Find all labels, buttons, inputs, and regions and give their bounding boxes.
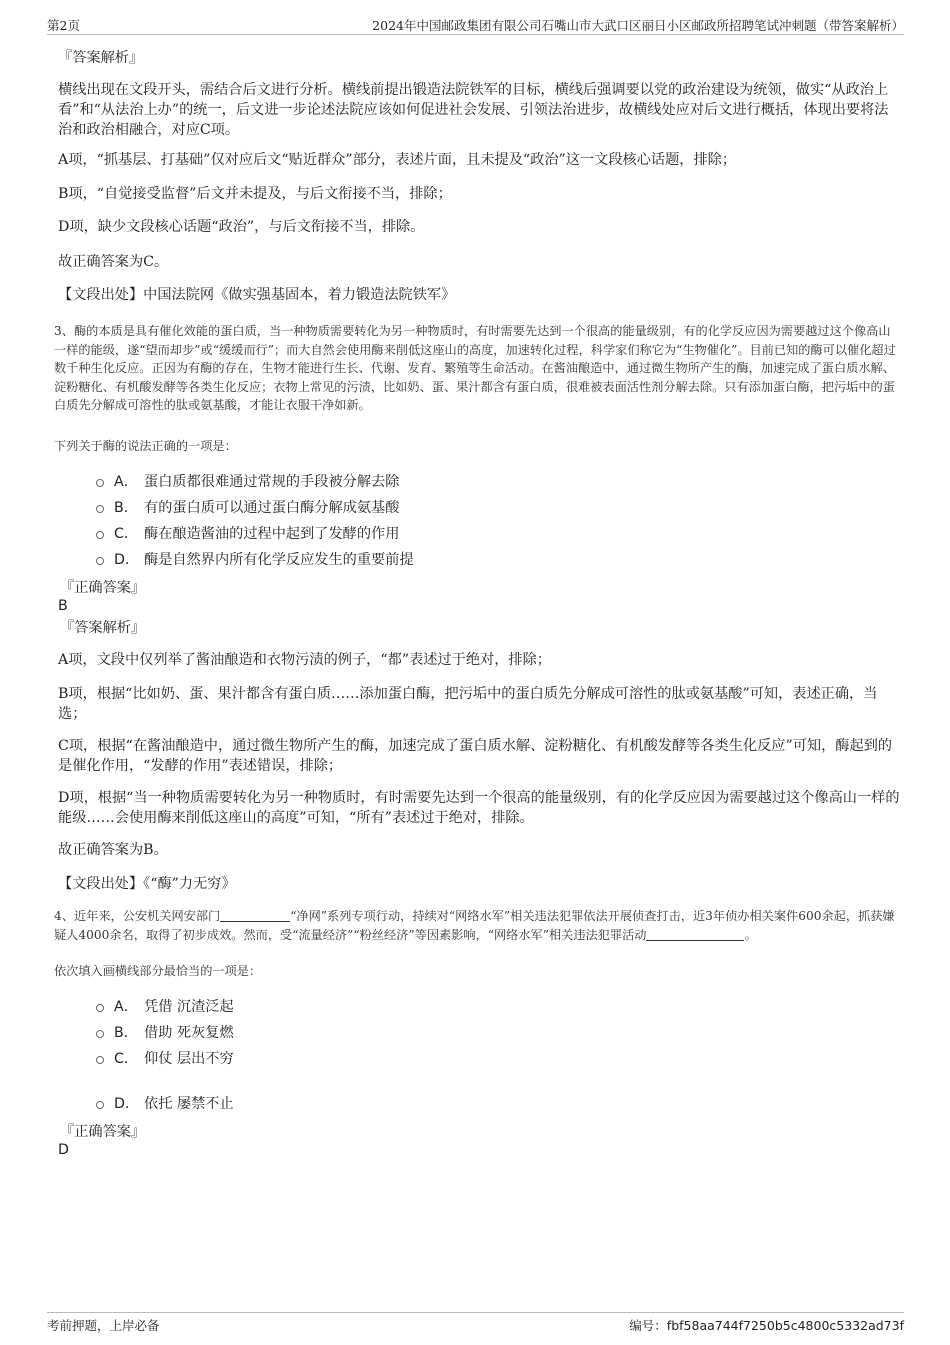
analysis-option-a: A项，“抓基层、打基础”仅对应后文“贴近群众”部分，表述片面，且未提及“政治”这一文段核心话题，排除； [58, 152, 737, 168]
question-3-option-c[interactable]: C． 酶在酿造酱油的过程中起到了发酵的作用 [96, 524, 399, 544]
radio-icon[interactable] [96, 1056, 104, 1064]
question-3-option-b[interactable]: B． 有的蛋白质可以通过蛋白酶分解成氨基酸 [96, 498, 399, 518]
fill-blank-1[interactable] [220, 909, 290, 922]
radio-icon[interactable] [96, 557, 104, 565]
page-header [47, 14, 904, 35]
source-citation: 【文段出处】《“酶”力无穷》 [58, 876, 236, 892]
radio-icon[interactable] [96, 1004, 104, 1012]
question-4-option-c[interactable]: C． 仰仗 层出不穷 [96, 1049, 234, 1069]
document-code: 编号：fbf58aa744f7250b5c4800c5332ad73f [629, 1318, 904, 1333]
correct-answer-label: 『正确答案』 [60, 580, 146, 596]
question-4-prompt: 依次填入画横线部分最恰当的一项是： [54, 964, 262, 978]
question-4-passage: 4、近年来，公安机关网安部门 “净网”系列专项行动，持续对“网络水军”相关违法犯罪依法开展侦查打击，近3年侦办相关案件600余起，抓获嫌疑人4000余名，取得了初步成效。然而，受“流量经济”“粉丝经济”等因素影响，“网络水军”相关违法犯罪活动 。 [54, 909, 895, 942]
footer-slogan: 考前押题，上岸必备 [47, 1318, 160, 1333]
analysis-option-a: A项，文段中仅列举了酱油酿造和衣物污渍的例子，“都”表述过于绝对，排除； [58, 652, 551, 668]
analysis-option-c: C项，根据“在酱油酿造中，通过微生物所产生的酶，加速完成了蛋白质水解、淀粉糖化、有机酸发酵等各类生化反应”可知，酶起到的是催化作用，“发酵的作用”表述错误，排除； [58, 738, 893, 774]
page-footer [47, 1312, 904, 1335]
source-citation: 【文段出处】中国法院网《做实强基固本，着力锻造法院铁军》 [58, 287, 456, 303]
question-3-passage: 3、酶的本质是具有催化效能的蛋白质，当一种物质需要转化为另一种物质时，有时需要先达到一个很高的能量级别，有的化学反应因为需要越过这个像高山一样的能级，遂“望而却步”或“缓缓而行”；而大自然会使用酶来削低这座山的高度，加速转化过程，科学家们称它为“生物催化”。目前已知的酶可以催化超过数千种生化反应。正因为有酶的存在，生物才能进行生长、代谢、发育、繁殖等生命活动。在酱油酿造中，通过微生物所产生的酶，加速完成了蛋白质水解、淀粉糖化、有机酸发酵等各类生化反应；衣物上常见的污渍，比如奶、蛋、果汁都含有蛋白质，很难被表面活性剂分解去除。只有添加蛋白酶，把污垢中的蛋白质先分解成可溶性的肽或氨基酸，才能让衣服干净如新。 [54, 324, 896, 412]
correct-answer: B [58, 598, 68, 614]
fill-blank-2[interactable] [646, 928, 744, 941]
question-3-prompt: 下列关于酶的说法正确的一项是： [54, 439, 237, 453]
correct-answer: D [58, 1142, 69, 1158]
question-3-option-d[interactable]: D． 酶是自然界内所有化学反应发生的重要前提 [96, 550, 414, 570]
conclusion: 故正确答案为B。 [58, 842, 168, 858]
analysis-option-b: B项，根据“比如奶、蛋、果汁都含有蛋白质……添加蛋白酶，把污垢中的蛋白质先分解成可溶性的肽或氨基酸”可知，表述正确，当选； [58, 686, 878, 722]
analysis-option-d: D项，缺少文段核心话题“政治”，与后文衔接不当，排除。 [58, 219, 425, 235]
correct-answer-label: 『正确答案』 [60, 1124, 146, 1140]
question-3-option-a[interactable]: A． 蛋白质都很难通过常规的手段被分解去除 [96, 472, 399, 492]
analysis-option-b: B项，“自觉接受监督”后文并未提及，与后文衔接不当，排除； [58, 186, 452, 202]
analysis-label: 『答案解析』 [58, 50, 144, 66]
radio-icon[interactable] [96, 1030, 104, 1038]
question-4-option-a[interactable]: A． 凭借 沉渣泛起 [96, 997, 234, 1017]
conclusion: 故正确答案为C。 [58, 254, 169, 270]
radio-icon[interactable] [96, 479, 104, 487]
document-title: 2024年中国邮政集团有限公司石嘴山市大武口区丽日小区邮政所招聘笔试冲刺题（带答案解析） [372, 18, 904, 33]
radio-icon[interactable] [96, 1101, 104, 1109]
analysis-option-d: D项，根据“当一种物质需要转化为另一种物质时，有时需要先达到一个很高的能量级别，有的化学反应因为需要越过这个像高山一样的能级……会使用酶来削低这座山的高度”可知，“所有”表述过于绝对，排除。 [58, 790, 900, 826]
radio-icon[interactable] [96, 505, 104, 513]
question-4-option-b[interactable]: B． 借助 死灰复燃 [96, 1023, 234, 1043]
radio-icon[interactable] [96, 531, 104, 539]
question-4-option-d[interactable]: D． 依托 屡禁不止 [96, 1094, 234, 1114]
page-number: 第2页 [47, 18, 80, 33]
analysis-label: 『答案解析』 [60, 620, 146, 636]
analysis-paragraph: 横线出现在文段开头，需结合后文进行分析。横线前提出锻造法院铁军的目标，横线后强调要以党的政治建设为统领，做实“从政治上看”和“从法治上办”的统一，后文进一步论述法院应该如何促进社会发展、引领法治进步，故横线处应对后文进行概括，体现出要将法治和政治相融合，对应C项。 [58, 82, 889, 138]
